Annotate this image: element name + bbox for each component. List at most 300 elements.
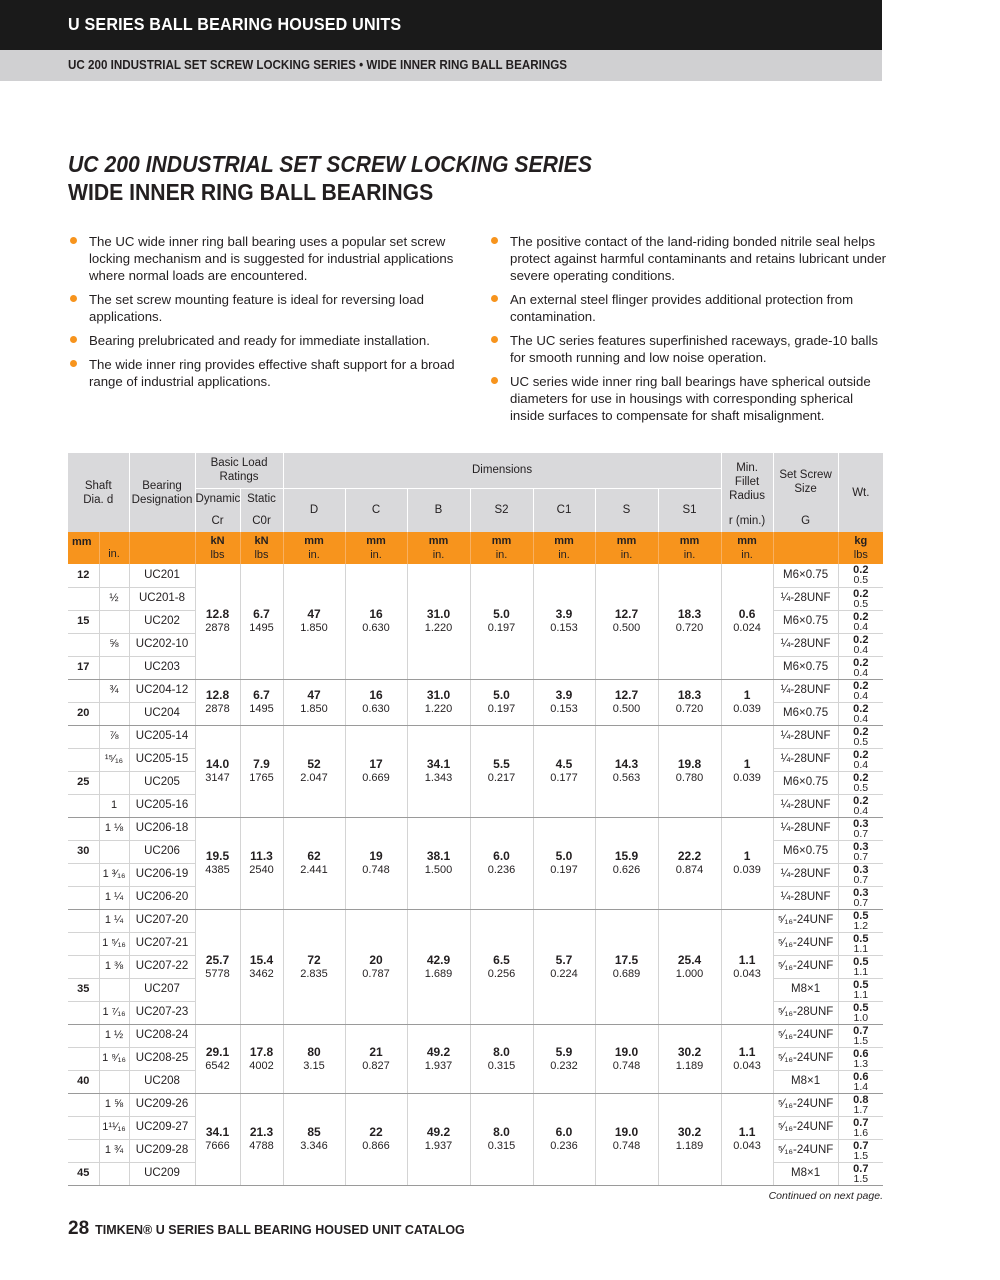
weight-kg: 0.5	[853, 909, 869, 922]
metric-value: 6.7	[253, 688, 270, 702]
spec-c1-cell	[533, 564, 595, 679]
shaft-mm-cell	[68, 909, 99, 932]
imperial-value: 2878	[205, 703, 230, 715]
bullet-dot-icon	[491, 336, 498, 343]
spec-s2-cell	[470, 679, 533, 725]
spec-s-cell	[595, 1093, 658, 1185]
metric-value: 4.5	[555, 757, 573, 771]
imperial-value: 0.874	[675, 864, 704, 876]
unit-mm: mm	[68, 532, 99, 564]
set-screw-cell: ¼-28UNF	[773, 748, 838, 771]
spec-s2-cell	[470, 1024, 533, 1093]
weight-kg: 0.8	[853, 1093, 869, 1106]
imperial-value: 0.689	[612, 967, 641, 980]
bearing-designation-cell: UC205-14	[129, 725, 195, 748]
spec-c1-cell	[533, 1024, 595, 1093]
metric-value: 14.0	[205, 757, 230, 771]
shaft-mm-cell: 12	[68, 564, 99, 587]
imperial-value: 0.827	[362, 1059, 390, 1072]
shaft-mm-cell	[68, 679, 99, 702]
shaft-in-cell	[99, 702, 129, 725]
metric-value: 22.2	[677, 849, 702, 863]
bullet-dot-icon	[491, 295, 498, 302]
weight-cell	[838, 1024, 883, 1047]
weight-kg: 0.3	[853, 840, 869, 853]
weight-kg: 0.6	[853, 1070, 869, 1083]
weight-cell	[838, 633, 883, 656]
weight-lbs: 0.5	[853, 574, 869, 587]
set-screw-cell: ⁵⁄₁₆-24UNF	[773, 1116, 838, 1139]
col-rmin-header: r (min.)	[721, 510, 773, 532]
col-S2-header: S2	[470, 488, 533, 532]
weight-lbs: 1.1	[853, 965, 869, 978]
weight-cell	[838, 1162, 883, 1185]
shaft-in-cell: 1 ⁷⁄₁₆	[99, 1001, 129, 1024]
metric-value: 18.3	[677, 607, 702, 622]
shaft-mm-cell: 45	[68, 1162, 99, 1185]
col-cr-header: Cr	[195, 510, 240, 532]
spec-b-cell	[407, 725, 470, 817]
imperial-value: 2540	[249, 864, 274, 876]
col-fillet-header: Min. Fillet Radius	[721, 453, 773, 510]
set-screw-cell: ⁵⁄₁₆-24UNF	[773, 1093, 838, 1116]
shaft-in-cell: 1¹¹⁄₁₆	[99, 1116, 129, 1139]
weight-kg: 0.5	[853, 932, 869, 945]
weight-cell	[838, 702, 883, 725]
metric-value: 12.7	[614, 688, 639, 702]
imperial-value: 2.441	[300, 864, 328, 876]
unit-cr: kN lbs	[195, 532, 240, 564]
spec-s-cell	[595, 1024, 658, 1093]
spec-c-cell	[345, 1093, 407, 1185]
imperial-value: 0.043	[733, 967, 761, 980]
col-S1-header: S1	[658, 488, 721, 532]
metric-value: 18.3	[677, 688, 702, 702]
spec-c-cell	[345, 564, 407, 679]
shaft-in-cell: ¾	[99, 679, 129, 702]
imperial-value: 0.197	[550, 864, 578, 876]
set-screw-cell: M6×0.75	[773, 702, 838, 725]
col-g-header: G	[773, 510, 838, 532]
spec-b-cell	[407, 679, 470, 725]
feature-bullet	[490, 373, 890, 424]
imperial-value: 3.15	[303, 1059, 325, 1072]
imperial-value: 0.153	[550, 622, 578, 635]
spec-b-cell	[407, 909, 470, 1024]
bearing-designation-cell: UC204	[129, 702, 195, 725]
set-screw-cell: M6×0.75	[773, 564, 838, 587]
weight-kg: 0.7	[853, 1024, 869, 1037]
spec-b-cell	[407, 1024, 470, 1093]
metric-value: 19.5	[205, 849, 230, 863]
metric-value: 30.2	[677, 1125, 702, 1139]
imperial-value: 1.189	[675, 1140, 704, 1152]
metric-value: 5.0	[555, 849, 573, 863]
unit-wt: kg lbs	[838, 532, 883, 564]
bearing-designation-cell: UC202-10	[129, 633, 195, 656]
metric-value: 21.3	[249, 1125, 274, 1139]
col-setscrew-header: Set Screw Size	[773, 453, 838, 510]
metric-value: 16	[369, 607, 383, 622]
shaft-mm-cell	[68, 863, 99, 886]
imperial-value: 0.787	[362, 967, 390, 980]
imperial-value: 1.937	[424, 1140, 453, 1152]
spec-b-cell	[407, 1093, 470, 1185]
weight-kg: 0.3	[853, 863, 869, 876]
spec-s-cell	[595, 725, 658, 817]
imperial-value: 4002	[249, 1059, 274, 1072]
table-row	[68, 564, 883, 587]
weight-cell	[838, 587, 883, 610]
spec-c1-cell	[533, 909, 595, 1024]
weight-lbs: 0.5	[853, 735, 869, 748]
page-title	[68, 150, 638, 206]
weight-cell	[838, 564, 883, 587]
set-screw-cell: M8×1	[773, 1070, 838, 1093]
spec-s1-cell	[658, 725, 721, 817]
spec-c-cell	[345, 725, 407, 817]
imperial-value: 0.236	[487, 864, 516, 876]
spec-s1-cell	[658, 1024, 721, 1093]
metric-value: 5.0	[493, 688, 510, 702]
unit-c0r: kN lbs	[240, 532, 283, 564]
bullet-text: The UC wide inner ring ball bearing uses a popular set screw locking mechanism and is suggested for industrial applications where normal loads are encountered.	[89, 234, 454, 283]
bearing-designation-cell: UC207-22	[129, 955, 195, 978]
col-dynamic-header: Dynamic	[195, 488, 240, 510]
feature-bullet	[69, 291, 479, 325]
metric-value: 11.3	[250, 849, 273, 863]
metric-value: 34.1	[205, 1125, 230, 1139]
weight-lbs: 1.4	[853, 1080, 869, 1093]
spec-cr-cell	[195, 679, 240, 725]
col-C1-header: C1	[533, 488, 595, 532]
weight-cell	[838, 978, 883, 1001]
bearing-designation-cell: UC208-24	[129, 1024, 195, 1047]
set-screw-cell: ¼-28UNF	[773, 794, 838, 817]
shaft-in-cell: ⅞	[99, 725, 129, 748]
shaft-in-cell: 1 ¼	[99, 909, 129, 932]
table-row	[68, 679, 883, 702]
shaft-in-cell: 1 ⁹⁄₁₆	[99, 1047, 129, 1070]
imperial-value: 3147	[205, 772, 230, 784]
weight-cell	[838, 1116, 883, 1139]
col-bearing-header: Bearing Designation	[129, 453, 195, 532]
weight-kg: 0.2	[853, 748, 869, 761]
imperial-value: 7666	[205, 1140, 230, 1152]
shaft-mm-cell	[68, 1024, 99, 1047]
table-row	[68, 1024, 883, 1047]
weight-lbs: 0.4	[853, 666, 869, 679]
weight-lbs: 0.7	[853, 896, 869, 909]
imperial-value: 0.780	[675, 772, 704, 784]
metric-value: 34.1	[426, 757, 451, 771]
bearing-designation-cell: UC209-26	[129, 1093, 195, 1116]
metric-value: 3.9	[555, 688, 573, 702]
set-screw-cell: ¼-28UNF	[773, 886, 838, 909]
spec-s1-cell	[658, 564, 721, 679]
shaft-mm-cell	[68, 725, 99, 748]
shaft-in-cell	[99, 771, 129, 794]
spec-s2-cell	[470, 564, 533, 679]
title-line-1: UC 200 INDUSTRIAL SET SCREW LOCKING SERIES	[68, 151, 592, 177]
set-screw-cell: ⁵⁄₁₆-24UNF	[773, 1139, 838, 1162]
set-screw-cell: M6×0.75	[773, 840, 838, 863]
metric-value: 12.8	[205, 607, 230, 622]
weight-lbs: 0.7	[853, 850, 869, 863]
bearing-designation-cell: UC202	[129, 610, 195, 633]
metric-value: 22	[369, 1125, 383, 1139]
set-screw-cell: ¼-28UNF	[773, 817, 838, 840]
spec-cr-cell	[195, 725, 240, 817]
bearing-designation-cell: UC201-8	[129, 587, 195, 610]
spec-c0r-cell	[240, 817, 283, 909]
bullet-dot-icon	[491, 237, 498, 244]
imperial-value: 1.220	[424, 622, 453, 635]
spec-s-cell	[595, 679, 658, 725]
weight-cell	[838, 886, 883, 909]
shaft-in-cell: 1 ¾	[99, 1139, 129, 1162]
imperial-value: 1.343	[424, 772, 453, 784]
imperial-value: 1.850	[300, 703, 328, 715]
bearing-designation-cell: UC209	[129, 1162, 195, 1185]
spec-c1-cell	[533, 679, 595, 725]
metric-value: 12.8	[205, 688, 230, 702]
metric-value: 1.1	[738, 1044, 756, 1059]
unit-blank	[129, 532, 195, 564]
weight-kg: 0.7	[853, 1116, 869, 1129]
shaft-mm-cell: 17	[68, 656, 99, 679]
set-screw-cell: ¼-28UNF	[773, 725, 838, 748]
spec-s1-cell	[658, 1093, 721, 1185]
col-D-header: D	[283, 488, 345, 532]
bullet-text: Bearing prelubricated and ready for immediate installation.	[89, 333, 430, 348]
spec-r-cell	[721, 1093, 773, 1185]
metric-value: 7.9	[253, 757, 270, 771]
metric-value: 17	[369, 757, 383, 771]
spec-d-cell	[283, 725, 345, 817]
bearing-designation-cell: UC204-12	[129, 679, 195, 702]
shaft-in-cell	[99, 978, 129, 1001]
feature-bullet	[490, 291, 890, 325]
shaft-in-cell	[99, 610, 129, 633]
imperial-value: 5778	[205, 967, 230, 980]
metric-value: 30.2	[677, 1044, 702, 1059]
shaft-mm-cell: 15	[68, 610, 99, 633]
metric-value: 6.0	[555, 1125, 573, 1139]
weight-cell	[838, 794, 883, 817]
bearing-designation-cell: UC209-27	[129, 1116, 195, 1139]
imperial-value: 0.039	[733, 772, 761, 784]
bullet-dot-icon	[70, 295, 77, 302]
spec-c-cell	[345, 817, 407, 909]
spec-table-body	[68, 564, 883, 1185]
metric-value: 15.9	[614, 849, 639, 863]
shaft-mm-cell	[68, 1116, 99, 1139]
col-S-header: S	[595, 488, 658, 532]
weight-cell	[838, 1139, 883, 1162]
subheader-band	[0, 50, 882, 81]
metric-value: 47	[307, 688, 321, 702]
imperial-value: 0.232	[550, 1059, 578, 1072]
table-row	[68, 909, 883, 932]
shaft-in-cell: ½	[99, 587, 129, 610]
set-screw-cell: M6×0.75	[773, 771, 838, 794]
col-static-header: Static	[240, 488, 283, 510]
spec-d-cell	[283, 1093, 345, 1185]
spec-c1-cell	[533, 725, 595, 817]
imperial-value: 0.177	[550, 772, 578, 784]
shaft-in-cell: 1 ½	[99, 1024, 129, 1047]
metric-value: 21	[369, 1044, 383, 1059]
metric-value: 0.6	[738, 607, 756, 622]
spec-c0r-cell	[240, 1024, 283, 1093]
metric-value: 8.0	[493, 1044, 510, 1059]
spec-b-cell	[407, 817, 470, 909]
shaft-in-cell: 1 ⅝	[99, 1093, 129, 1116]
imperial-value: 2.047	[300, 772, 328, 784]
spec-s-cell	[595, 909, 658, 1024]
spec-c-cell	[345, 1024, 407, 1093]
bearing-designation-cell: UC207-23	[129, 1001, 195, 1024]
spec-s1-cell	[658, 817, 721, 909]
metric-value: 16	[369, 688, 383, 702]
weight-kg: 0.2	[853, 794, 869, 807]
weight-kg: 0.2	[853, 702, 869, 715]
series-title: U SERIES BALL BEARING HOUSED UNITS	[68, 14, 402, 34]
shaft-mm-cell	[68, 1093, 99, 1116]
weight-lbs: 0.4	[853, 712, 869, 725]
weight-cell	[838, 955, 883, 978]
set-screw-cell: ¼-28UNF	[773, 633, 838, 656]
imperial-value: 4385	[205, 864, 230, 876]
unit-S2: mm in.	[470, 532, 533, 564]
bearing-designation-cell: UC205-15	[129, 748, 195, 771]
bullet-text: The positive contact of the land-riding bonded nitrile seal helps protect against harmful contaminants and retains lubricant under severe operating conditions.	[510, 234, 887, 283]
weight-cell	[838, 1093, 883, 1116]
unit-C: mm in.	[345, 532, 407, 564]
bearing-designation-cell: UC206-19	[129, 863, 195, 886]
spec-s2-cell	[470, 817, 533, 909]
imperial-value: 0.217	[487, 772, 516, 784]
metric-value: 80	[307, 1044, 321, 1059]
imperial-value: 1.937	[424, 1059, 453, 1072]
spec-d-cell	[283, 679, 345, 725]
spec-c1-cell	[533, 817, 595, 909]
metric-value: 5.7	[555, 952, 573, 967]
imperial-value: 0.039	[733, 703, 761, 715]
metric-value: 17.5	[614, 952, 639, 967]
spec-s2-cell	[470, 909, 533, 1024]
spec-r-cell	[721, 679, 773, 725]
shaft-mm-cell	[68, 817, 99, 840]
weight-cell	[838, 1001, 883, 1024]
spec-c1-cell	[533, 1093, 595, 1185]
metric-value: 6.0	[493, 849, 510, 863]
weight-cell	[838, 1047, 883, 1070]
metric-value: 72	[307, 952, 321, 967]
imperial-value: 0.748	[612, 1140, 641, 1152]
imperial-value: 0.043	[733, 1140, 761, 1152]
metric-value: 49.2	[426, 1125, 451, 1139]
bearing-designation-cell: UC206-20	[129, 886, 195, 909]
set-screw-cell: ⁵⁄₁₆-24UNF	[773, 1024, 838, 1047]
spec-s2-cell	[470, 725, 533, 817]
unit-in: in.	[99, 532, 129, 564]
weight-lbs: 0.4	[853, 804, 869, 817]
col-shaft-header: Shaft Dia. d	[68, 453, 129, 532]
shaft-mm-cell: 25	[68, 771, 99, 794]
weight-lbs: 0.4	[853, 643, 869, 656]
shaft-mm-cell: 20	[68, 702, 99, 725]
col-weight-header: Wt.	[838, 453, 883, 532]
imperial-value: 3.346	[300, 1140, 328, 1152]
spec-cr-cell	[195, 564, 240, 679]
set-screw-cell: ⁵⁄₁₆-24UNF	[773, 909, 838, 932]
unit-S1: mm in.	[658, 532, 721, 564]
shaft-mm-cell: 40	[68, 1070, 99, 1093]
imperial-value: 0.748	[612, 1059, 641, 1072]
shaft-mm-cell: 30	[68, 840, 99, 863]
unit-C1: mm in.	[533, 532, 595, 564]
metric-value: 1	[743, 757, 751, 771]
feature-list-left	[69, 233, 479, 397]
imperial-value: 0.224	[550, 967, 578, 980]
imperial-value: 0.039	[733, 864, 761, 876]
shaft-in-cell: 1 ⅜	[99, 955, 129, 978]
metric-value: 62	[307, 849, 321, 863]
page-number: 28	[68, 1218, 90, 1239]
imperial-value: 0.630	[362, 622, 390, 635]
set-screw-cell: M8×1	[773, 978, 838, 1001]
unit-B: mm in.	[407, 532, 470, 564]
spec-b-cell	[407, 564, 470, 679]
spec-d-cell	[283, 564, 345, 679]
imperial-value: 0.197	[487, 703, 516, 715]
weight-cell	[838, 610, 883, 633]
weight-lbs: 0.5	[853, 597, 869, 610]
weight-kg: 0.5	[853, 978, 869, 991]
shaft-in-cell	[99, 840, 129, 863]
weight-lbs: 1.6	[853, 1126, 869, 1139]
spec-d-cell	[283, 817, 345, 909]
weight-kg: 0.2	[853, 587, 869, 600]
bullet-dot-icon	[70, 336, 77, 343]
weight-cell	[838, 817, 883, 840]
shaft-mm-cell: 35	[68, 978, 99, 1001]
weight-lbs: 1.0	[853, 1011, 869, 1024]
weight-lbs: 0.4	[853, 620, 869, 633]
spec-d-cell	[283, 909, 345, 1024]
metric-value: 49.2	[426, 1044, 451, 1059]
spec-c0r-cell	[240, 909, 283, 1024]
col-load-header: Basic Load Ratings	[195, 453, 283, 488]
col-B-header: B	[407, 488, 470, 532]
weight-kg: 0.2	[853, 725, 869, 738]
weight-lbs: 1.5	[853, 1172, 869, 1185]
weight-kg: 0.7	[853, 1139, 869, 1152]
metric-value: 85	[307, 1125, 321, 1139]
bearing-designation-cell: UC205-16	[129, 794, 195, 817]
set-screw-cell: ¼-28UNF	[773, 587, 838, 610]
weight-kg: 0.2	[853, 679, 869, 692]
weight-lbs: 1.3	[853, 1057, 869, 1070]
weight-kg: 0.5	[853, 955, 869, 968]
bearing-designation-cell: UC209-28	[129, 1139, 195, 1162]
bearing-spec-table	[68, 453, 883, 1186]
weight-cell	[838, 909, 883, 932]
weight-lbs: 0.4	[853, 689, 869, 702]
feature-bullet	[69, 332, 479, 349]
